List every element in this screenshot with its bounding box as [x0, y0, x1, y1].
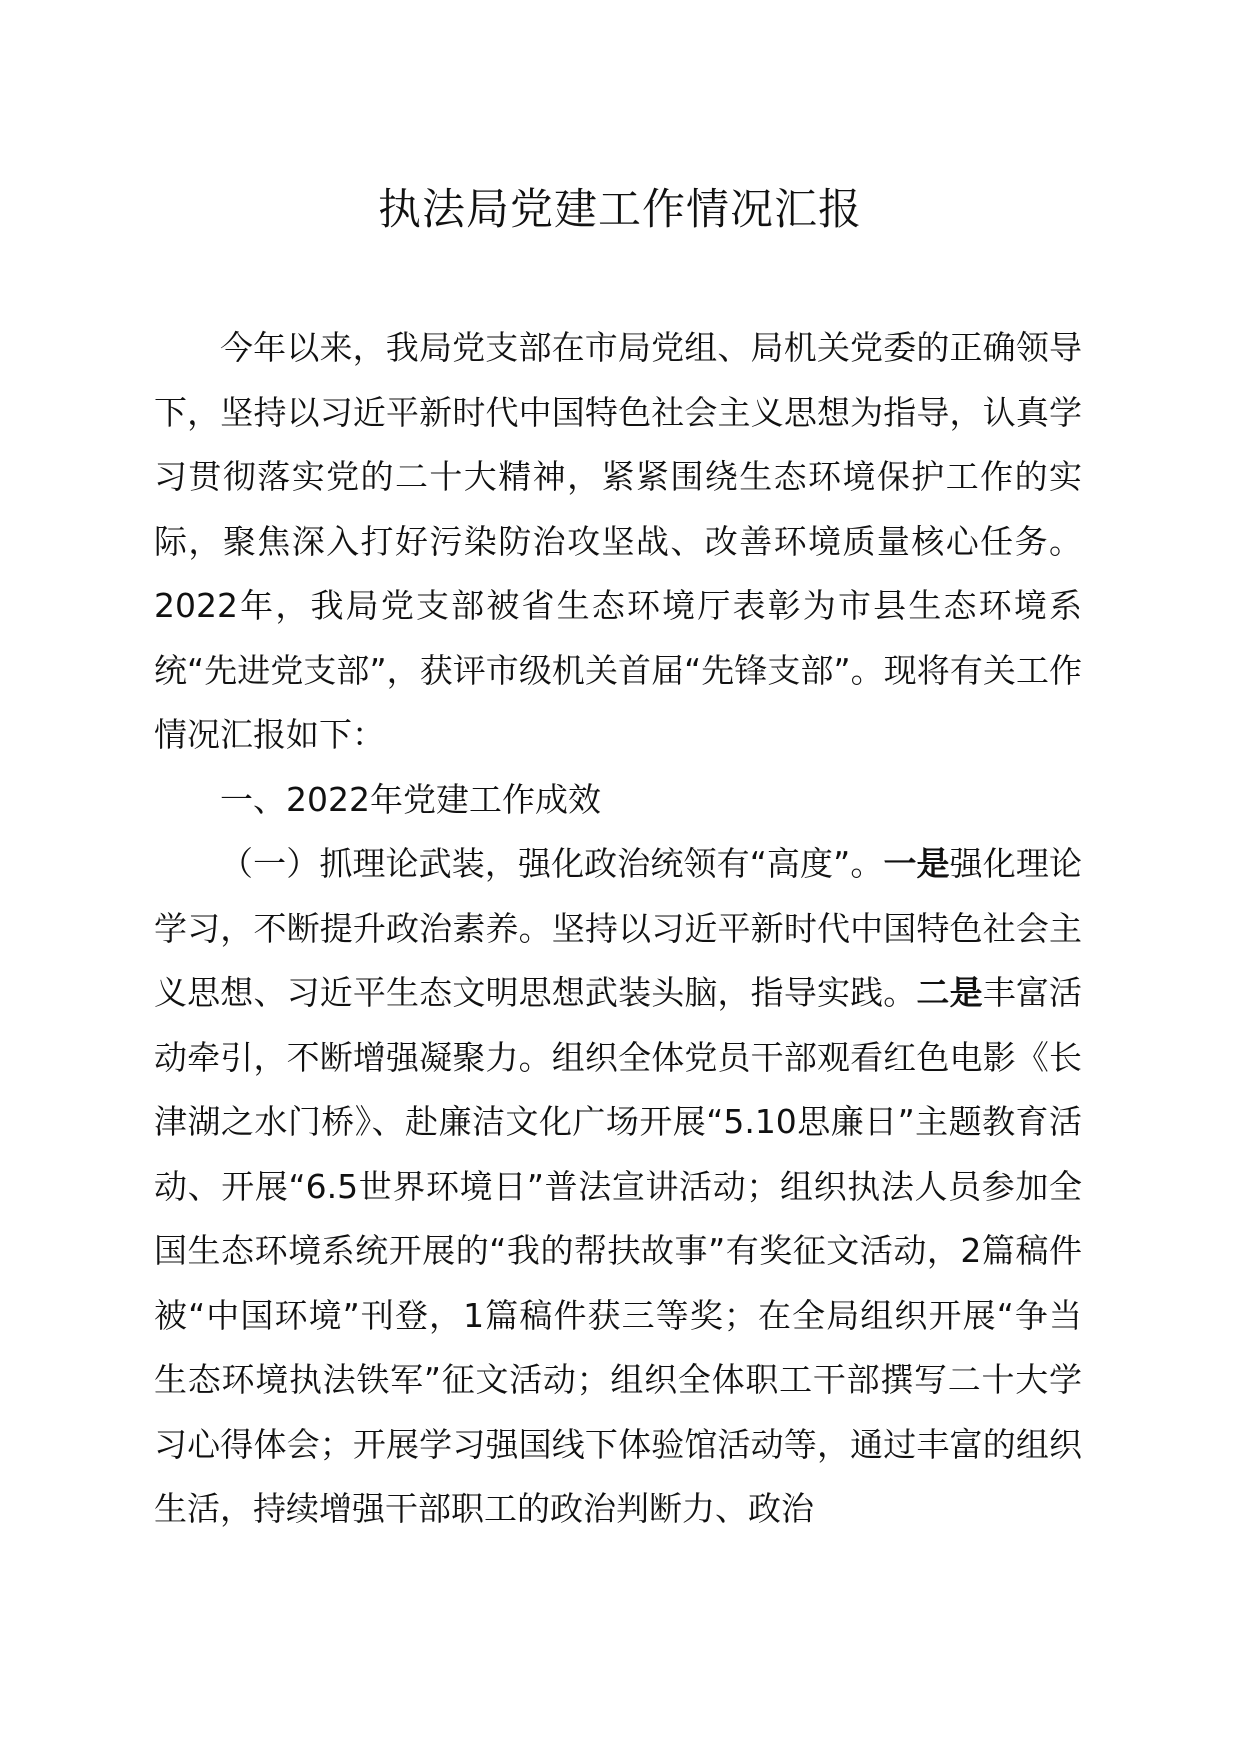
point-text-first: 强化理论学习，不断提升政治素养。坚持以习近平新时代中国特色社会主义思想、习近平生态文明思想武装头脑，指导实践。 — [154, 844, 1082, 1012]
document-body — [154, 316, 1082, 1542]
point-label-second: 二是 — [916, 973, 983, 1012]
point-text-second: 丰富活动牵引，不断增强凝聚力。组织全体党员干部观看红色电影《长津湖之水门桥》、赴廉洁文化广场开展“5.10思廉日”主题教育活动、开展“6.5世界环境日”普法宣讲活动；组织执法人员参加全国生态环境系统开展的“我的帮扶故事”有奖征文活动，2篇稿件被“中国环境”刊登，1篇稿件获三等奖；在全局组织开展“争当生态环境执法铁军”征文活动；组织全体职工干部撰写二十大学习心得体会；开展学习强国线下体验馆活动等，通过丰富的组织生活，持续增强干部职工的政治判断力、政治 — [154, 973, 1083, 1528]
section-heading: 一、2022年党建工作成效 — [220, 779, 601, 819]
intro-paragraph: 今年以来，我局党支部在市局党组、局机关党委的正确领导下，坚持以习近平新时代中国特色社会主义思想为指导，认真学习贯彻落实党的二十大精神，紧紧围绕生态环境保护工作的实际，聚焦深入打好污染防治攻坚战、改善环境质量核心任务。2022年，我局党支部被省生态环境厅表彰为市县生态环境系统“先进党支部”，获评市级机关首届“先锋支部”。现将有关工作情况汇报如下： — [154, 328, 1082, 754]
subsection-heading: （一）抓理论武装，强化政治统领有“高度”。 — [220, 844, 884, 883]
point-label-first: 一是 — [883, 844, 950, 883]
document-title: 执法局党建工作情况汇报 — [378, 185, 862, 235]
subsection-paragraph — [154, 832, 1082, 1542]
